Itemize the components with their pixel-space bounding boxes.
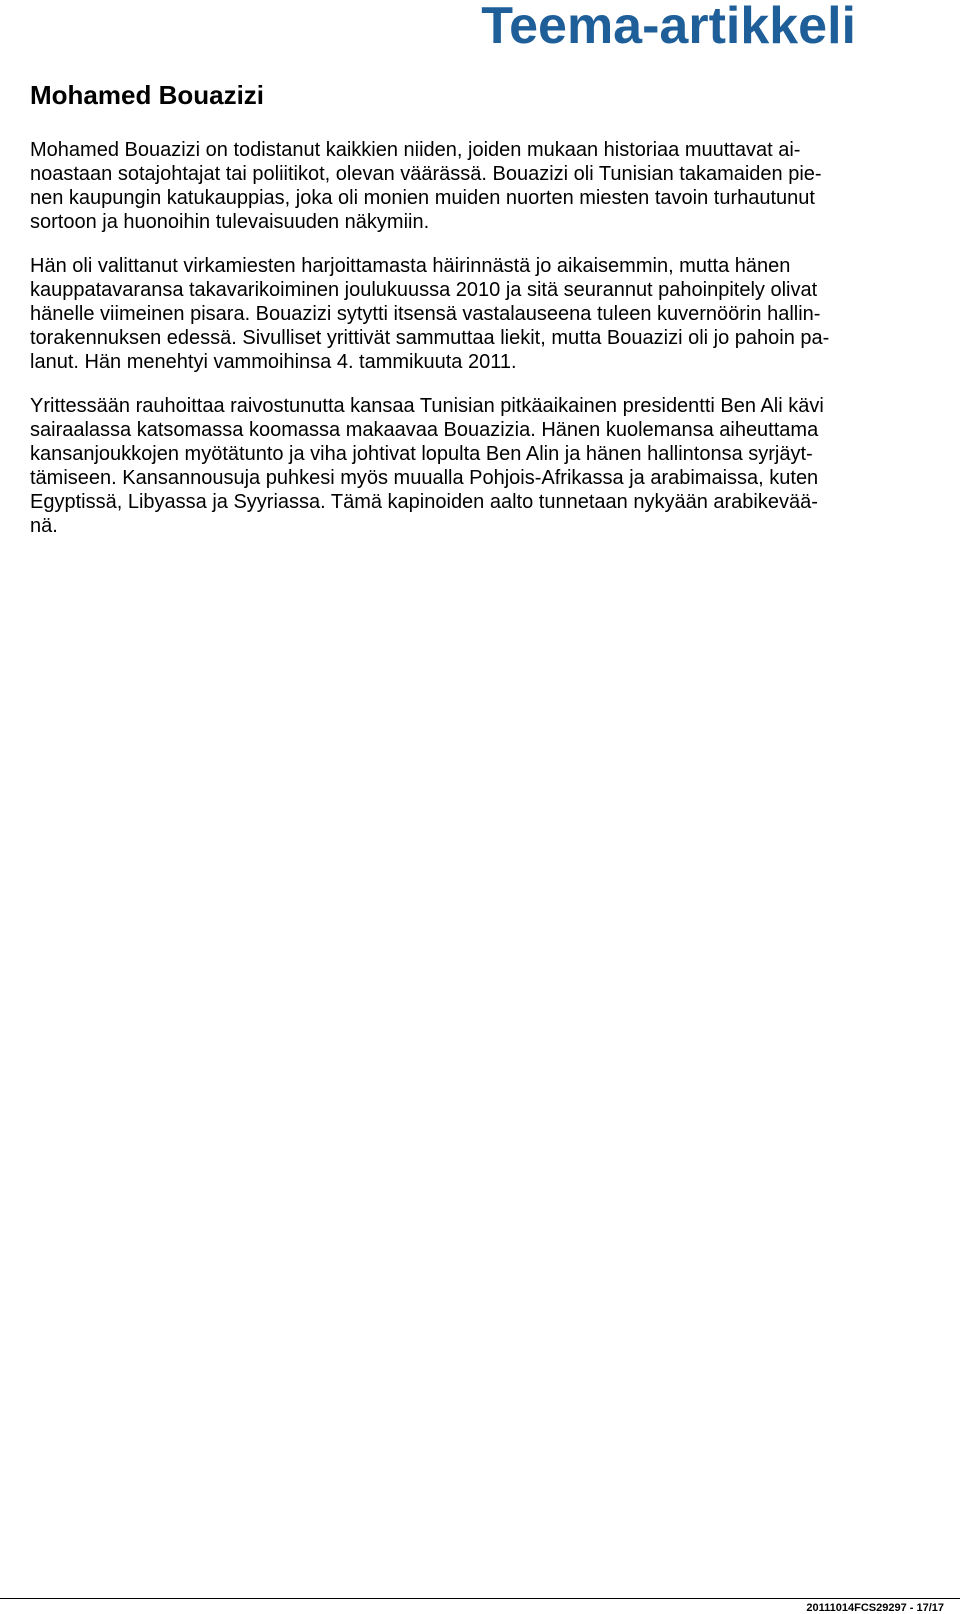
article-paragraph-3 [30,394,930,538]
footer-document-reference: 20111014FCS29297 - 17/17 [806,1602,944,1614]
paragraph-line: kauppatavaransa takavarikoiminen joulukuussa 2010 ja sitä seurannut pahoinpitely olivat [30,279,818,301]
paragraph-line: lanut. Hän menehtyi vammoihinsa 4. tammikuuta 2011. [30,351,517,373]
paragraph-line: Egyptissä, Libyassa ja Syyriassa. Tämä kapinoiden aalto tunnetaan nykyään arabikevää- [30,491,818,513]
article-paragraph-1 [30,138,930,234]
article-paragraph-2 [30,254,930,374]
paragraph-line: Hän oli valittanut virkamiesten harjoittamasta häirinnästä jo aikaisemmin, mutta hänen [30,255,791,277]
paragraph-line: nen kaupungin katukauppias, joka oli monien muiden nuorten miesten tavoin turhautunut [30,187,815,209]
paragraph-line: hänelle viimeinen pisara. Bouazizi sytytti itsensä vastalauseena tuleen kuvernöörin hallin- [30,303,821,325]
paragraph-line: Yrittessään rauhoittaa raivostunutta kansaa Tunisian pitkäaikainen presidentti Ben Ali kävi [30,395,824,417]
paragraph-line: torakennuksen edessä. Sivulliset yrittivät sammuttaa liekit, mutta Bouazizi oli jo pahoin pa- [30,327,830,349]
paragraph-line: sortoon ja huonoihin tulevaisuuden näkymiin. [30,211,430,233]
paragraph-line: nä. [30,515,58,537]
paragraph-line: noastaan sotajohtajat tai poliitikot, olevan väärässä. Bouazizi oli Tunisian takamaiden pie- [30,163,822,185]
article-body [30,138,930,558]
footer-divider [0,1598,960,1599]
paragraph-line: kansanjoukkojen myötätunto ja viha johtivat lopulta Ben Alin ja hänen hallintonsa syrjäyt- [30,443,813,465]
document-title: Teema-artikkeli [481,0,856,55]
paragraph-line: tämiseen. Kansannousuja puhkesi myös muualla Pohjois-Afrikassa ja arabimaissa, kuten [30,467,819,489]
paragraph-line: sairaalassa katsomassa koomassa makaavaa Bouazizia. Hänen kuolemansa aiheuttama [30,419,819,441]
article-heading: Mohamed Bouazizi [30,80,265,110]
paragraph-line: Mohamed Bouazizi on todistanut kaikkien niiden, joiden mukaan historiaa muuttavat ai- [30,139,801,161]
